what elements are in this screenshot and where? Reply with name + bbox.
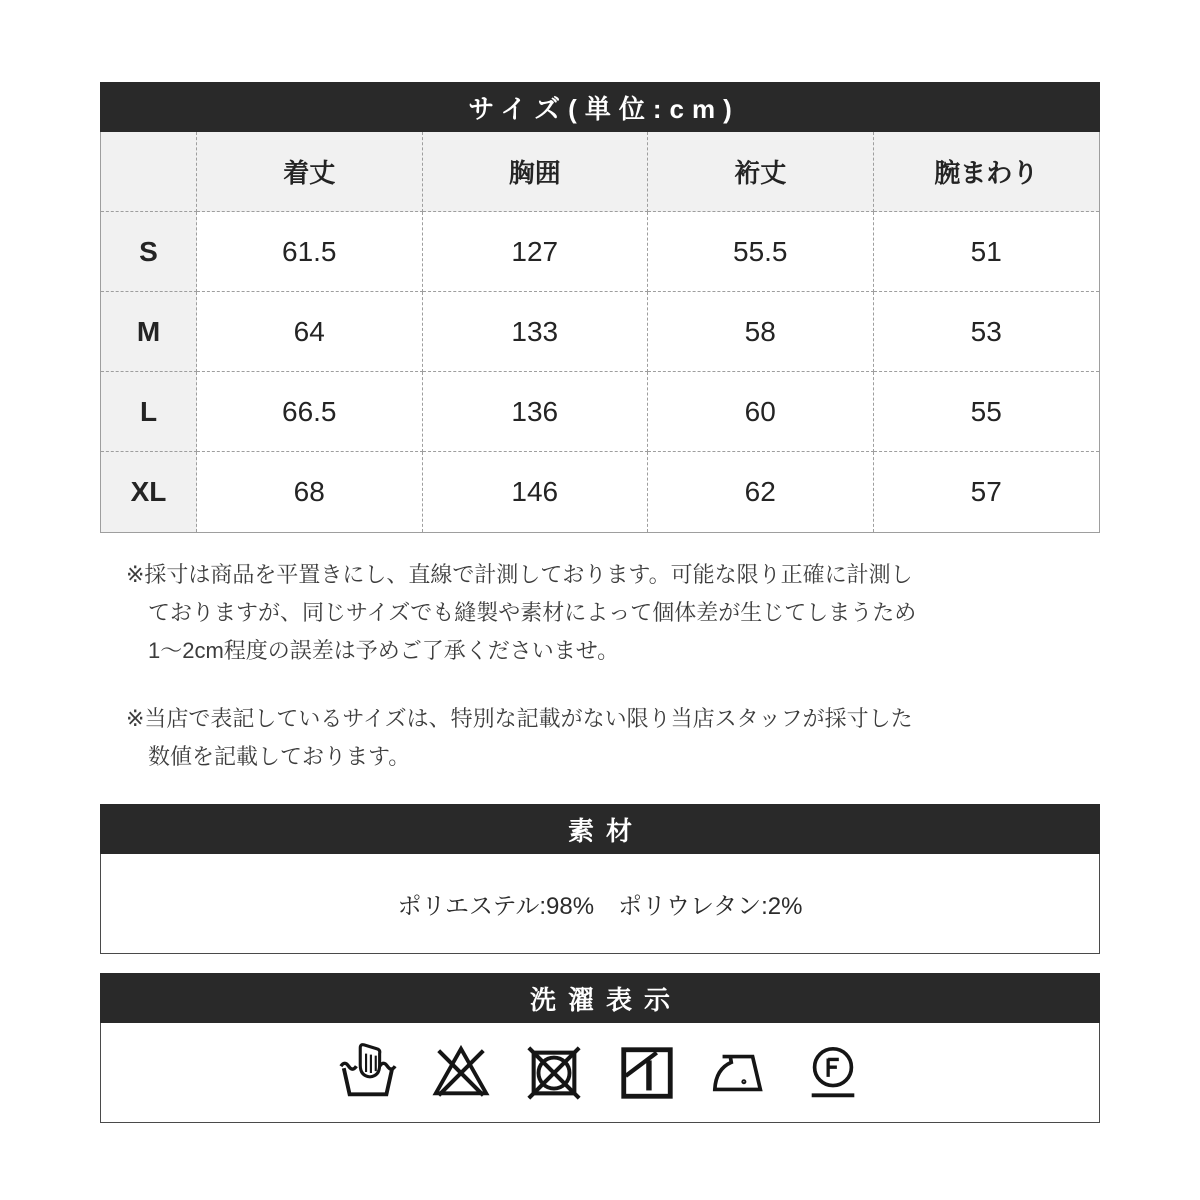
laundry-title: 洗濯表示 <box>529 984 682 1015</box>
column-header-length: 着丈 <box>197 132 423 212</box>
note-line: ておりますが、同じサイズでも縫製や素材によって個体差が生じてしまうため <box>148 600 917 625</box>
table-cell: 60 <box>648 372 874 452</box>
row-label-m: M <box>101 292 197 372</box>
table-cell: 61.5 <box>197 212 423 292</box>
iron-low-heat-icon <box>709 1042 771 1104</box>
table-cell: 68 <box>197 452 423 532</box>
table-cell: 51 <box>874 212 1100 292</box>
table-cell: 62 <box>648 452 874 532</box>
laundry-content-box <box>100 1023 1100 1123</box>
table-cell: 57 <box>970 476 1002 507</box>
column-header-chest: 胸囲 <box>423 132 649 212</box>
note-line: 数値を記載しております。 <box>148 744 411 769</box>
note-line: 1〜2cm程度の誤差は予めご了承くださいませ。 <box>148 638 620 663</box>
material-title-bar <box>100 804 1100 854</box>
material-title: 素材 <box>567 815 644 846</box>
note-line: ※当店で表記しているサイズは、特別な記載がない限り当店スタッフが採寸した <box>126 706 913 731</box>
row-label-xl: XL <box>101 452 197 532</box>
staff-measurement-note <box>126 700 986 776</box>
care-symbol-row <box>101 1042 1099 1104</box>
material-content-box <box>100 854 1100 954</box>
laundry-title-bar <box>100 973 1100 1023</box>
table-cell: 127 <box>423 212 649 292</box>
table-cell: 136 <box>423 372 649 452</box>
table-cell: 133 <box>423 292 649 372</box>
material-section <box>100 804 1100 954</box>
table-cell: 66.5 <box>197 372 423 452</box>
do-not-bleach-icon <box>430 1042 492 1104</box>
row-label-l: L <box>101 372 197 452</box>
dry-clean-petroleum-gentle-icon <box>802 1042 864 1104</box>
hand-wash-icon <box>337 1042 399 1104</box>
table-cell: 64 <box>197 292 423 372</box>
material-composition: ポリエステル:98% ポリウレタン:2% <box>397 893 803 920</box>
laundry-section <box>100 973 1100 1123</box>
measurement-note <box>126 556 986 670</box>
table-cell: 55 <box>874 372 1100 452</box>
corner-cell <box>101 132 197 212</box>
line-dry-in-shade-icon <box>616 1042 678 1104</box>
table-cell: 146 <box>423 452 649 532</box>
column-header-sleeve: 裄丈 <box>648 132 874 212</box>
note-line: ※採寸は商品を平置きにし、直線で計測しております。可能な限り正確に計測し <box>126 562 913 587</box>
row-label-s: S <box>101 212 197 292</box>
table-cell: 55.5 <box>648 212 874 292</box>
size-table-section <box>100 82 1100 533</box>
size-table <box>100 132 1100 533</box>
do-not-tumble-dry-icon <box>523 1042 585 1104</box>
size-table-title-bar <box>100 82 1100 132</box>
table-cell: 58 <box>648 292 874 372</box>
size-table-title: サイズ(単位:cm) <box>468 93 740 124</box>
table-cell: 53 <box>874 292 1100 372</box>
column-header-arm: 腕まわり <box>874 132 1100 212</box>
